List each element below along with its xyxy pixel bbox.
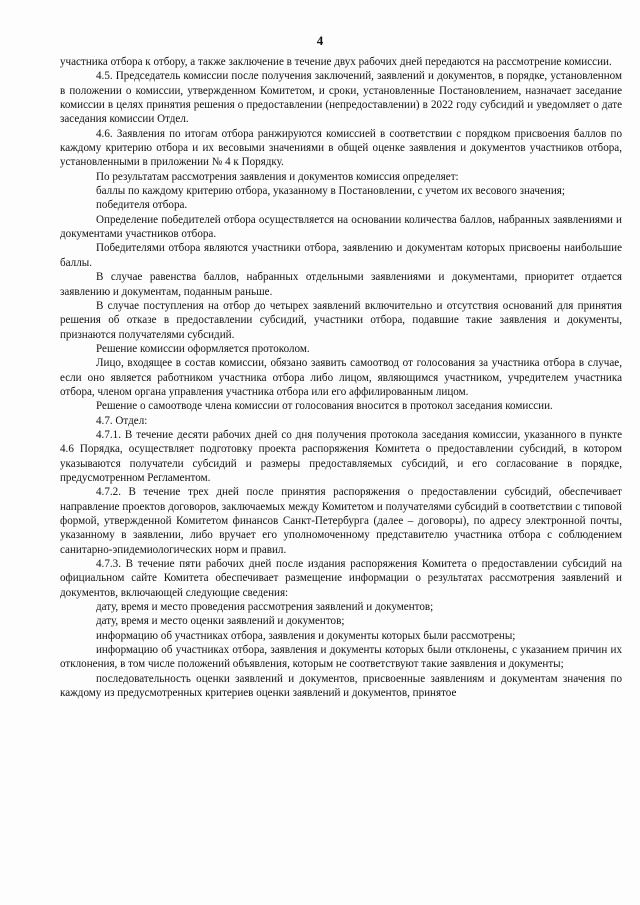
paragraph: В случае равенства баллов, набранных отдельными заявлениями и документами, приоритет отдается заявлению и документам, поданным раньше.: [60, 271, 622, 298]
paragraph: 4.7.1. В течение десяти рабочих дней со дня получения протокола заседания комиссии, указанного в пункте 4.6 Порядка, осуществляет подготовку проекта распоряжения Комитета о предоставлении субсидий, в котором указываются получатели субсидий и размеры предоставляемых субсидий, и его согласование в порядке, предусмотренном Регламентом.: [60, 428, 622, 484]
paragraph: Решение комиссии оформляется протоколом.: [96, 342, 310, 355]
paragraph: Решение о самоотводе члена комиссии от голосования вносится в протокол заседания комиссии.: [96, 400, 553, 413]
paragraph: последовательность оценки заявлений и документов, присвоенные заявлениям и документам значения по каждому из предусмотренных критериев оценки заявлений и документов, принятое: [60, 672, 622, 700]
paragraph: информацию об участниках отбора, заявления и документы которых были отклонены, с указанием причин их отклонения, в том числе положений объявления, которым не соответствуют такие заявления и документы;: [60, 644, 622, 671]
document-body: [60, 55, 622, 700]
paragraph: По результатам рассмотрения заявления и документов комиссия определяет:: [96, 170, 459, 183]
paragraph: Победителями отбора являются участники отбора, заявлению и документам которых присвоены наибольшие баллы.: [60, 242, 622, 269]
paragraph: участника отбора к отбору, а также заключение в течение двух рабочих дней передаются на рассмотрение комиссии.: [60, 56, 612, 68]
paragraph: 4.7. Отдел:: [96, 414, 148, 427]
paragraph: победителя отбора.: [96, 199, 188, 212]
paragraph: Определение победителей отбора осуществляется на основании количества баллов, набранных заявлениями и документами участников отбора.: [60, 213, 622, 241]
paragraph: 4.6. Заявления по итогам отбора ранжируются комиссией в соответствии с порядком присвоения баллов по каждому критерию отбора и их весовыми значениями в общей оценке заявления и документов участников отбора, установленными в приложении № 4 к Порядку.: [60, 127, 622, 169]
paragraph: В случае поступления на отбор до четырех заявлений включительно и отсутствия оснований для принятия решения об отказе в предоставлении субсидий, участники отбора, подавшие такие заявления и документы, признаются получателями субсидий.: [60, 299, 622, 341]
paragraph: 4.5. Председатель комиссии после получения заключений, заявлений и документов, в порядке, установленном в положении о комиссии, утвержденном Комитетом, и сроки, установленные Постановлением, назначает заседание комиссии в целях принятия решения о предоставлении (непредоставлении) в 2022 году субсидий и уведомляет о дате заседания комиссии Отдел.: [60, 70, 622, 126]
page-number: 4: [316, 33, 324, 48]
paragraph: 4.7.3. В течение пяти рабочих дней после издания распоряжения Комитета о предоставлении субсидий на официальном сайте Комитета обеспечивает размещение информации о результатах рассмотрения заявлений и документов, включающей следующие сведения:: [60, 558, 622, 599]
paragraph: баллы по каждому критерию отбора, указанному в Постановлении, с учетом их весового значения;: [96, 185, 565, 198]
paragraph: дату, время и место проведения рассмотрения заявлений и документов;: [96, 601, 434, 614]
paragraph: дату, время и место оценки заявлений и документов;: [96, 615, 345, 628]
paragraph: 4.7.2. В течение трех дней после принятия распоряжения о предоставлении субсидий, обеспечивает направление проектов договоров, заключаемых между Комитетом и получателями субсидий в соответствии с типовой формой, утвержденной Комитетом финансов Санкт-Петербурга (далее – договоры), по адресу электронной почты, указанному в заявлении, либо вручает его уполномоченному представителю участника отбора с соблюдением санитарно-эпидемиологических норм и правил.: [60, 486, 622, 556]
paragraph: Лицо, входящее в состав комиссии, обязано заявить самоотвод от голосования за участника отбора в случае, если оно является работником участника отбора либо лицом, являющимся участником, учредителем участника отбора, членом органа управления участника отбора или его аффилированным лицом.: [60, 357, 622, 398]
paragraph: информацию об участниках отбора, заявления и документы которых были рассмотрены;: [96, 629, 516, 642]
